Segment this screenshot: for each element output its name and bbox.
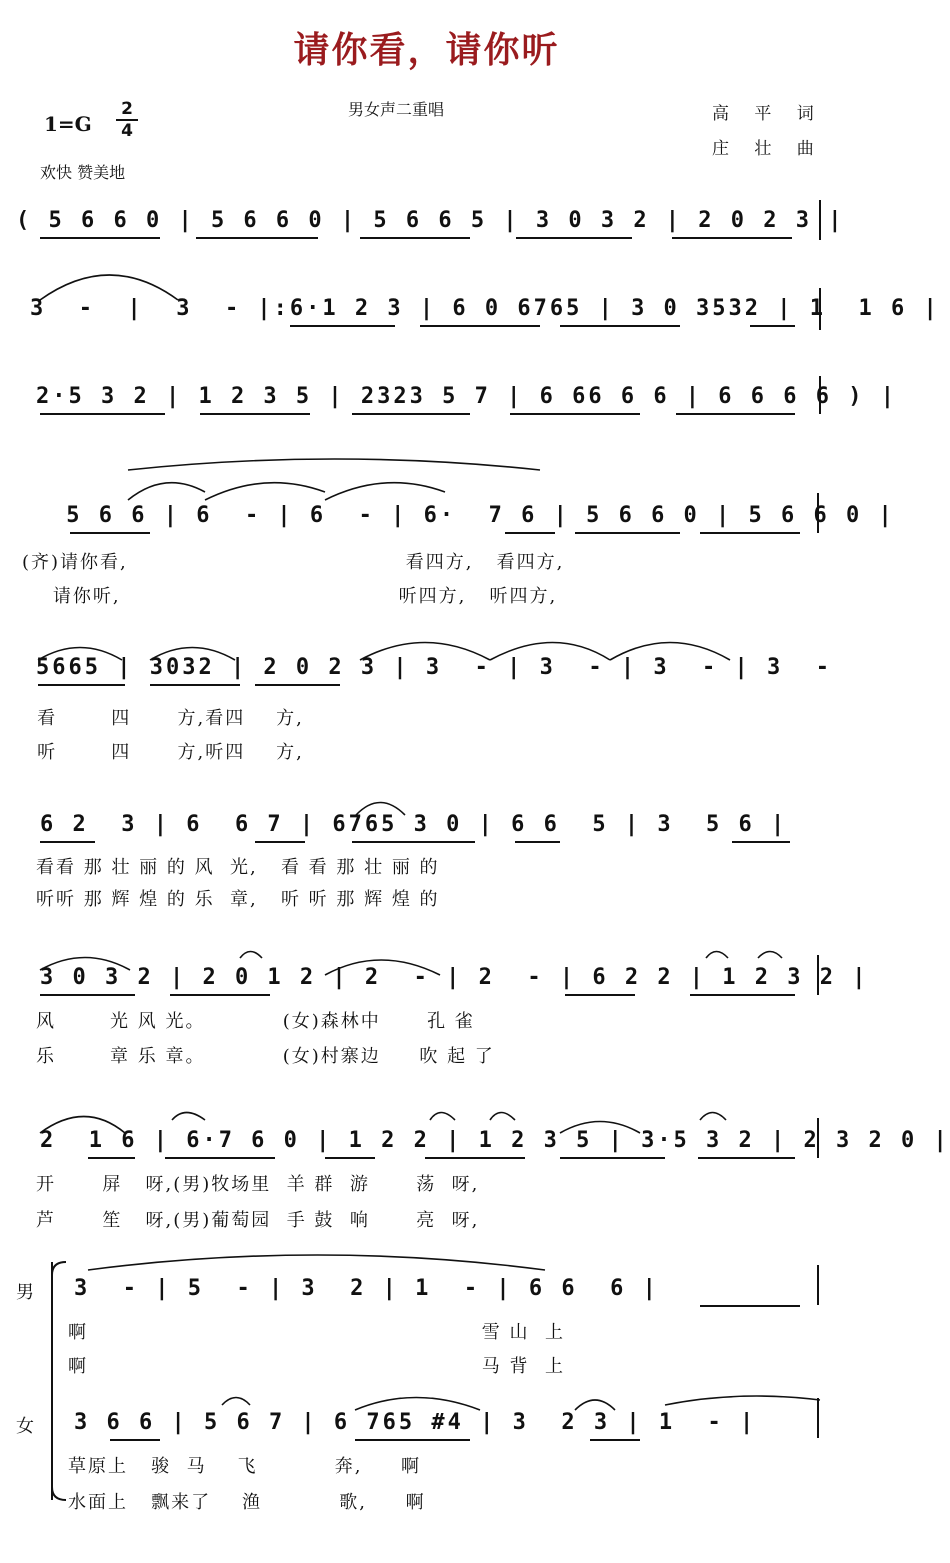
system-8-lyrics-1: 开 屏 呀,(男)牧场里 羊 群 游 荡 呀, — [36, 1174, 480, 1195]
time-top: 2 — [121, 99, 133, 119]
composer-credit: 庄 壮 曲 — [712, 139, 824, 159]
system-10-lyrics-1: 草原上 骏 马 飞 奔, 啊 — [68, 1456, 422, 1477]
lyricist-credit: 高 平 词 — [712, 104, 824, 124]
time-signature — [116, 100, 138, 140]
system-7-notes: 3 0 3 2 | 2 0 1 2 | 2 - | 2 - | 6 2 2 | 1 2 3 2 | — [40, 965, 869, 990]
male-part-label: 男 — [16, 1282, 34, 1303]
female-part-label: 女 — [16, 1416, 34, 1437]
system-6-lyrics-1: 看看 那 壮 丽 的 风 光, 看 看 那 壮 丽 的 — [36, 857, 440, 878]
system-6-notes: 6 2 3 | 6 6 7 | 6765 3 0 | 6 6 5 | 3 5 6 | — [40, 812, 788, 837]
page-title: 请你看，请你听 — [293, 29, 560, 71]
system-9-lyrics-2: 啊 马 背 上 — [68, 1356, 565, 1377]
time-bottom: 4 — [121, 121, 133, 141]
system-6-lyrics-2: 听听 那 辉 煌 的 乐 章, 听 听 那 辉 煌 的 — [36, 889, 440, 910]
system-9-notes: 3 - | 5 - | 3 2 | 1 - | 6 6 6 | — [74, 1276, 659, 1301]
system-3-notes: 2·5 3 2 | 1 2 3 5 | 2323 5 7 | 6 66 6 6 | 6 6 6 6 ) | — [36, 384, 897, 409]
system-4-lyrics-2: 请你听, 听四方, 听四方, — [22, 586, 558, 607]
system-10-lyrics-2: 水面上 飘来了 渔 歌, 啊 — [68, 1492, 426, 1513]
system-7-lyrics-2: 乐 章 乐 章。 (女)村寨边 吹 起 了 — [36, 1046, 495, 1067]
system-4-notes: 5 6 6 | 6 - | 6 - | 6· 7 6 | 5 6 6 0 | 5 6 6 0 | — [50, 503, 895, 528]
system-8-notes: 2 1 6 | 6·7 6 0 | 1 2 2 | 1 2 3 5 | 3·5 3 2 | 2 3 2 0 | — [40, 1128, 950, 1153]
tempo-marking: 欢快 赞美地 — [40, 163, 126, 182]
slur-marks — [38, 275, 820, 1410]
system-4-lyrics-1: (齐)请你看, 看四方, 看四方, — [22, 552, 565, 573]
system-5-lyrics-2: 听 四 方,听四 方, — [14, 742, 304, 763]
system-2-notes: 3 - | 3 - |:6·1 2 3 | 6 0 6765 | 3 0 3532 | 1 1 6 | — [30, 296, 940, 321]
subtitle: 男女声二重唱 — [348, 100, 445, 119]
system-9-lyrics-1: 啊 雪 山 上 — [68, 1322, 565, 1343]
system-7-lyrics-1: 风 光 风 光。 (女)森林中 孔 雀 — [36, 1011, 475, 1032]
key-signature: 1=G — [44, 112, 92, 136]
system-5-lyrics-1: 看 四 方,看四 方, — [14, 708, 304, 729]
system-1-notes: ( 5 6 6 0 | 5 6 6 0 | 5 6 6 5 | 3 0 3 2 | 2 0 2 3 | — [16, 208, 845, 233]
beam-underlines — [38, 238, 800, 1440]
system-8-lyrics-2: 芦 笙 呀,(男)葡萄园 手 鼓 响 亮 呀, — [36, 1210, 480, 1231]
system-10-notes: 3 6 6 | 5 6 7 | 6 765 #4 | 3 2 3 | 1 - | — [74, 1410, 757, 1435]
system-5-notes: 5665 | 3032 | 2 0 2 3 | 3 - | 3 - | 3 - | 3 - — [36, 655, 849, 680]
